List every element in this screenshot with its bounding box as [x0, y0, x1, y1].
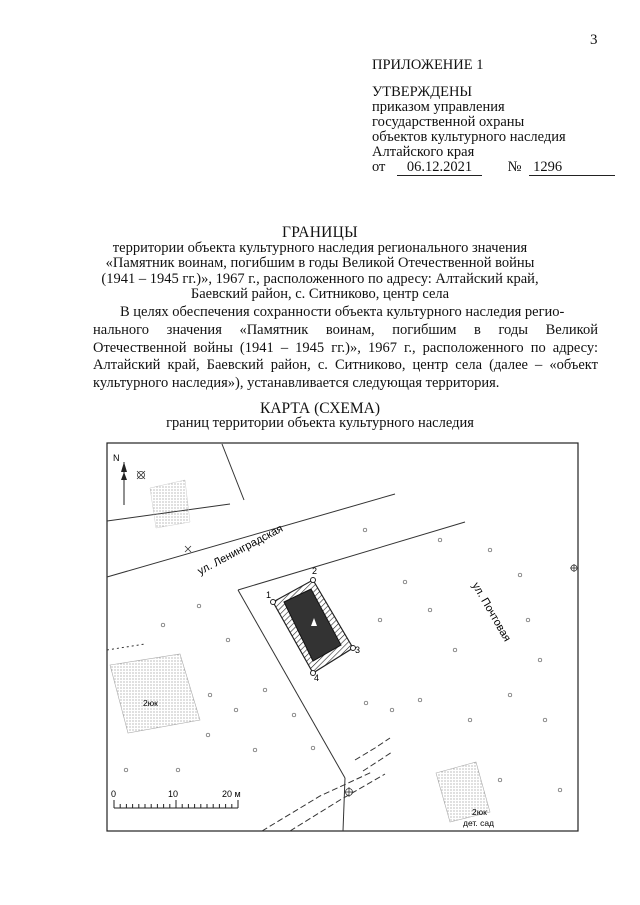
building-label: дет. сад	[463, 818, 495, 828]
map-subtitle: границ территории объекта культурного наследия	[166, 415, 474, 431]
parcel-line	[107, 644, 145, 650]
footpath	[262, 772, 372, 831]
order-number: 1296	[529, 160, 615, 176]
approval-line: приказом управления	[372, 99, 505, 115]
survey-marks	[137, 471, 578, 797]
scale-bar	[114, 800, 238, 808]
approval-line: Алтайского края	[372, 144, 475, 160]
street-edge	[107, 494, 395, 577]
order-date: 06.12.2021	[397, 160, 482, 176]
street-label-leningradskaya: ул. Ленинградская	[195, 522, 286, 578]
building-label: 2юк	[472, 807, 487, 817]
building-label: 2юк	[143, 698, 158, 708]
building-plot	[110, 654, 200, 733]
tree-symbols	[124, 528, 562, 792]
page-number: 3	[590, 32, 598, 48]
approved-label: УТВЕРЖДЕНЫ	[372, 84, 473, 100]
boundary-point	[271, 600, 276, 605]
point-label: 2	[312, 566, 318, 576]
heading-line: территории объекта культурного наследия регионального значения	[112, 239, 528, 256]
number-prefix: №	[507, 159, 522, 175]
heading-title: ГРАНИЦЫ	[282, 224, 358, 241]
approval-line: объектов культурного наследия	[372, 129, 566, 145]
parcel-line	[222, 444, 244, 500]
scale-label: 20 м	[222, 789, 241, 799]
point-label: 4	[314, 673, 320, 683]
heading-line: (1941 – 1945 гг.)», 1967 г., расположенного по адресу: Алтайский край,	[101, 270, 539, 287]
date-prefix: от	[372, 159, 386, 175]
paragraph-line: культурного наследия»), устанавливается следующая территория.	[93, 374, 500, 391]
footpath	[363, 752, 392, 771]
north-arrow-icon	[121, 462, 127, 505]
paragraph-line: В целях обеспечения сохранности объекта культурного наследия регио-	[120, 304, 565, 320]
parcel-line	[343, 778, 345, 831]
footpath	[290, 774, 385, 831]
heading-line: Баевский район, с. Ситниково, центр села	[190, 286, 450, 302]
heading-line: «Памятник воинам, погибшим в годы Великой Отечественной войны	[105, 255, 535, 271]
building-plot	[150, 480, 190, 528]
footpath	[355, 738, 390, 760]
point-label: 3	[355, 645, 361, 655]
boundary-point	[311, 578, 316, 583]
north-label: N	[113, 453, 120, 463]
paragraph-line: Алтайский край, Баевский район, с. Ситниково, центр села (далее – «объект	[93, 357, 598, 374]
scale-label: 10	[168, 789, 179, 799]
paragraph-line: Отечественной войны (1941 – 1945 гг.)», 1967 г., расположенного по адресу:	[93, 339, 598, 356]
map-title: КАРТА (СХЕМА)	[259, 400, 380, 417]
approval-line: государственной охраны	[372, 114, 525, 130]
scale-label: 0	[111, 789, 117, 799]
point-label: 1	[266, 590, 272, 600]
appendix-label: ПРИЛОЖЕНИЕ 1	[372, 57, 484, 73]
street-label-pochtovaya: ул. Почтовая	[469, 580, 513, 644]
paragraph-line: нального значения «Памятник воинам, погибшим в годы Великой	[93, 322, 598, 338]
